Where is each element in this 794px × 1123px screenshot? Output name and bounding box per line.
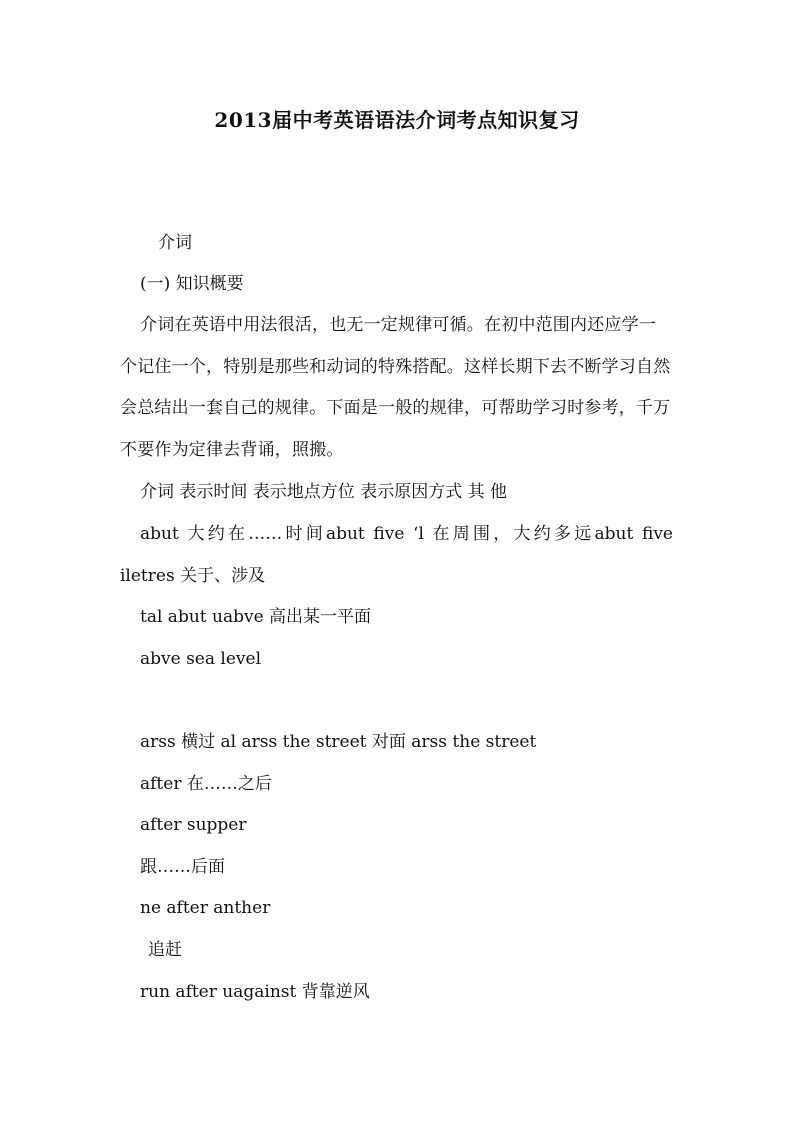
text-line: abut 大约在……时间abut five ‘l 在周围，大约多远abut five (140, 524, 673, 544)
text-line: 追赶 (148, 940, 182, 960)
text-line: ne after anther (140, 898, 271, 918)
text-line: tal abut uabve 高出某一平面 (140, 607, 372, 627)
section-heading: 介词 (158, 233, 192, 253)
text-line: abve sea level (140, 649, 262, 669)
document-title: 2013届中考英语语法介词考点知识复习 (214, 108, 580, 132)
text-line: arss 横过 al arss the street 对面 arss the street (140, 732, 537, 752)
text-line: 跟……后面 (140, 857, 225, 877)
text-line: after 在……之后 (140, 774, 272, 794)
text-line: after supper (140, 815, 247, 835)
table-header-line: 介词 表示时间 表示地点方位 表示原因方式 其 他 (140, 482, 508, 502)
text-line: run after uagainst 背靠逆风 (140, 982, 370, 1002)
subsection-heading: (一) 知识概要 (140, 274, 244, 294)
text-line: iletres 关于、涉及 (120, 566, 266, 586)
intro-paragraph: 介词在英语中用法很活，也无一定规律可循。在初中范围内还应学一个记住一个，特别是那些和动词的特殊搭配。这样长期下去不断学习自然会总结出一套自己的规律。下面是一般的规律，可帮助学习时参考，千万不要作为定律去背诵，照搬。 (120, 315, 671, 460)
